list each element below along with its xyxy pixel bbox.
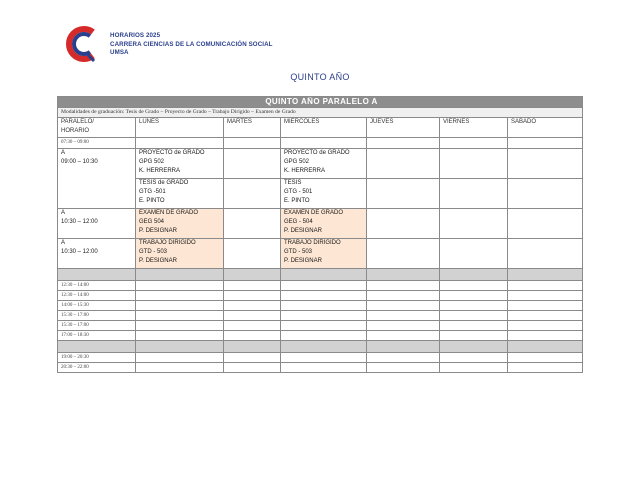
table-title-row (58, 97, 583, 108)
paralelo-cell: A 09:00 – 10:30 (58, 149, 136, 209)
paralelo-cell: A 10:30 – 12:00 (58, 239, 136, 269)
table-row (58, 301, 583, 311)
time-slot: 12:30 – 14:00 (58, 281, 136, 291)
table-row (58, 149, 583, 179)
column-header-row (58, 118, 583, 138)
class-cell: PROYECTO de GRADO GPG 502 K. HERRERRA (136, 149, 224, 179)
table-row (58, 321, 583, 331)
header-miercoles: MIERCOLES (281, 118, 367, 138)
time-slot: 12:30 – 14:00 (58, 291, 136, 301)
table-title: QUINTO AÑO PARALELO A (58, 97, 583, 108)
time-slot: 07:30 – 09:00 (58, 138, 136, 149)
header-paralelo: PARALELO/ HORARIO (58, 118, 136, 138)
page-title: QUINTO AÑO (290, 72, 350, 82)
header-block (110, 32, 273, 58)
time-slot: 14:00 – 15:30 (58, 301, 136, 311)
class-cell: TRABAJO DIRIGIDO GTD - 503 P. DESIGNAR (281, 239, 367, 269)
header-line2: CARRERA CIENCIAS DE LA COMUNICACIÓN SOCIAL (110, 40, 273, 48)
class-cell: TESIS de GRADO GTG -501 E. PINTO (136, 179, 224, 209)
header-sabado: SABADO (508, 118, 583, 138)
class-cell: EXAMEN DE GRADO GEG 504 P. DESIGNAR (136, 209, 224, 239)
time-slot: 15:30 – 17:00 (58, 311, 136, 321)
class-cell: EXAMEN DE GRADO GEG - 504 P. DESIGNAR (281, 209, 367, 239)
class-cell: TESIS GTG - 501 E. PINTO (281, 179, 367, 209)
table-row (58, 209, 583, 239)
table-row (58, 239, 583, 269)
header-lunes: LUNES (136, 118, 224, 138)
table-row (58, 311, 583, 321)
paralelo-cell: A 10:30 – 12:00 (58, 209, 136, 239)
umsa-logo-icon (63, 24, 103, 64)
time-slot: 19:00 – 20:30 (58, 353, 136, 363)
header-martes: MARTES (224, 118, 281, 138)
table-row (58, 281, 583, 291)
separator-row (58, 341, 583, 353)
table-row (58, 353, 583, 363)
separator-row (58, 269, 583, 281)
table-row (58, 179, 583, 209)
table-row (58, 363, 583, 373)
schedule-table (57, 96, 583, 373)
class-cell: PROYECTO de GRADO GPG 502 K. HERRERRA (281, 149, 367, 179)
modalidades-row (58, 108, 583, 118)
class-cell: TRABAJO DIRIGIDO GTD - 503 P. DESIGNAR (136, 239, 224, 269)
modalidades-text: Modalidades de graduación: Tesis de Grado – Proyecto de Grado – Trabajo Dirigido – Examen de Grado (58, 108, 583, 118)
time-slot: 20:30 – 22:00 (58, 363, 136, 373)
time-slot: 17:00 – 18:30 (58, 331, 136, 341)
header-line1: HORARIOS 2025 (110, 32, 161, 39)
header-viernes: VIERNES (440, 118, 508, 138)
table-row (58, 291, 583, 301)
table-row (58, 331, 583, 341)
table-row (58, 138, 583, 149)
time-slot: 15:30 – 17:00 (58, 321, 136, 331)
header-line3: UMSA (110, 49, 129, 57)
header-jueves: JUEVES (367, 118, 440, 138)
